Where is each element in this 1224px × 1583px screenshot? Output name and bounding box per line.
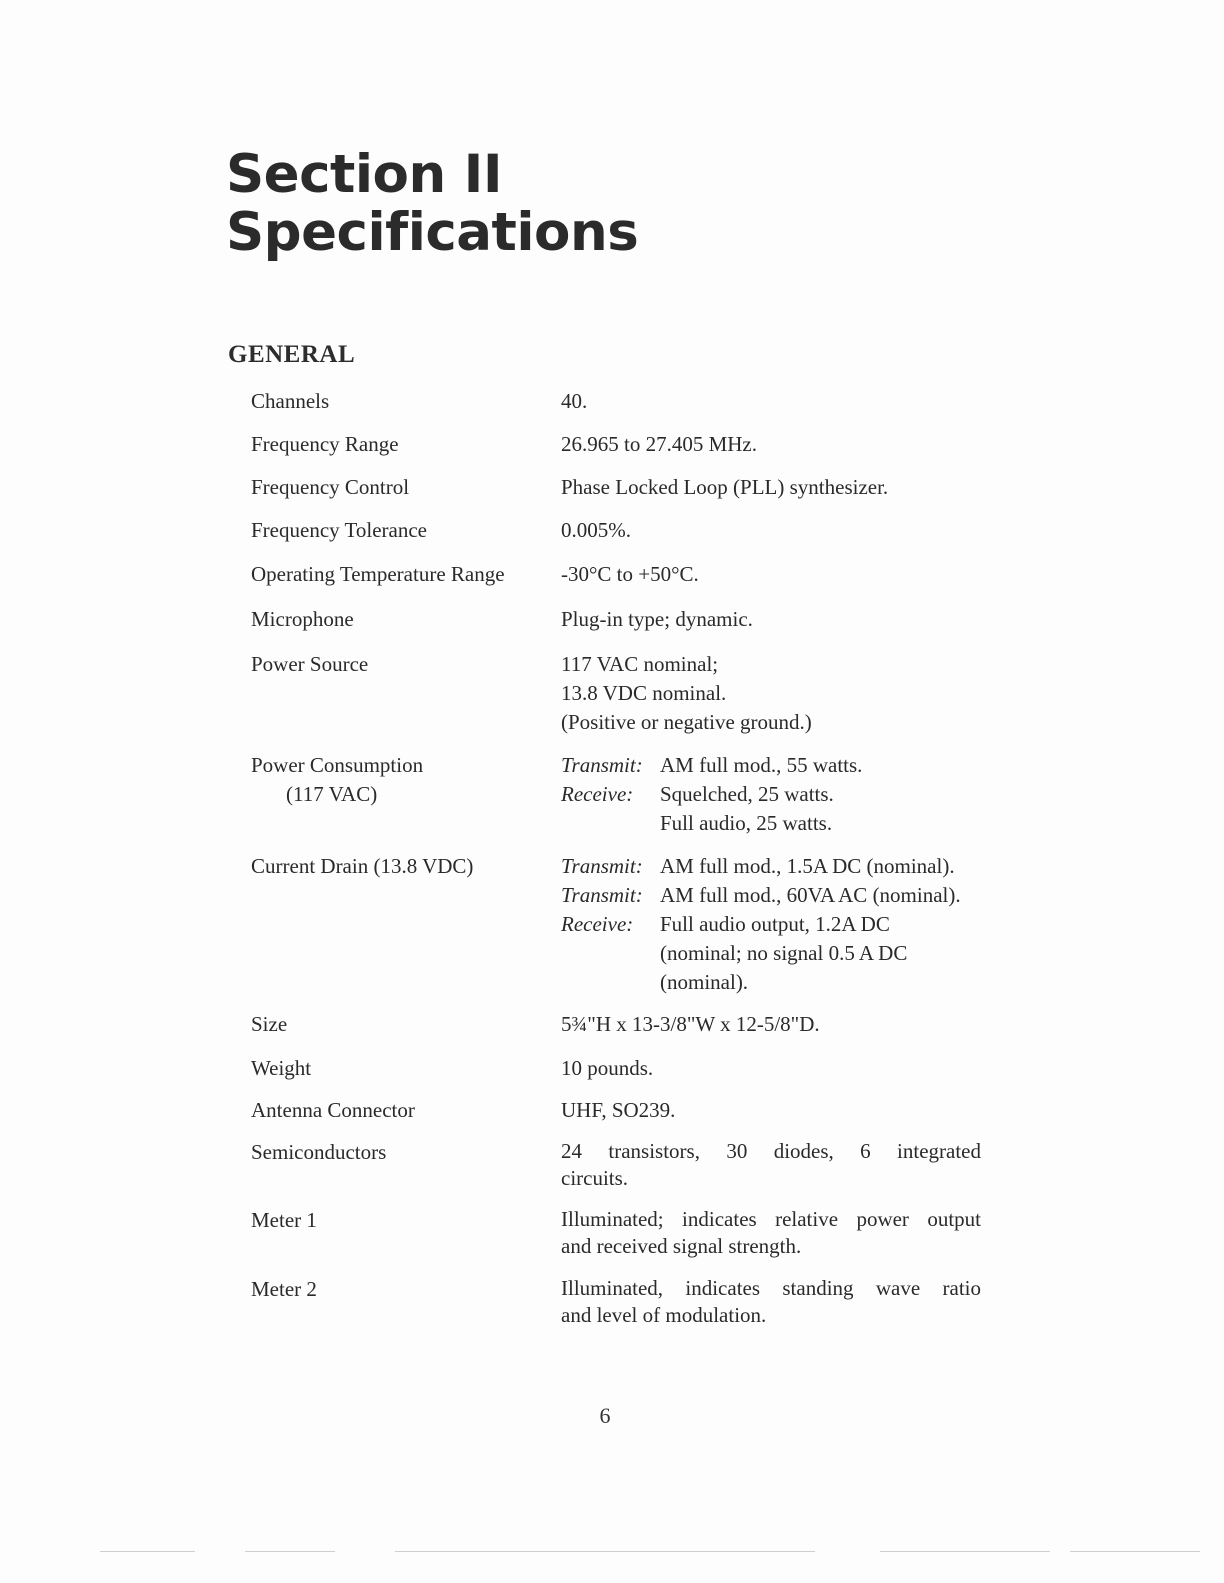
spec-value [561, 1275, 981, 1329]
page-number: 6 [599, 1403, 611, 1428]
receive-mode-value-cont: (nominal). [660, 970, 749, 994]
spec-label [251, 751, 551, 809]
title-line-specifications: Specifications [226, 202, 639, 263]
transmit-mode-label: Transmit: [561, 854, 643, 878]
spec-value [561, 852, 981, 997]
power-source-line: 117 VAC nominal; [561, 652, 719, 676]
spec-value: 26.965 to 27.405 MHz. [561, 432, 757, 456]
spec-label: Frequency Control [251, 475, 410, 499]
spec-label: Meter 2 [251, 1277, 317, 1301]
spec-label: Semiconductors [251, 1140, 387, 1164]
footer-rule [1070, 1551, 1200, 1552]
transmit-mode-value: AM full mod., 60VA AC (nominal). [660, 883, 961, 907]
page-title [226, 146, 638, 262]
spec-value: 40. [561, 389, 588, 413]
spec-label: Frequency Tolerance [251, 518, 427, 542]
transmit-mode-label: Transmit: [561, 883, 643, 907]
spec-value: 10 pounds. [561, 1056, 654, 1080]
spec-label: Current Drain (13.8 VDC) [251, 854, 474, 878]
spec-label: Frequency Range [251, 432, 399, 456]
spec-label: Antenna Connector [251, 1098, 415, 1122]
footer-rule [100, 1551, 195, 1552]
receive-mode-value-cont: Full audio, 25 watts. [660, 811, 833, 835]
spec-label: Microphone [251, 607, 354, 631]
footer-rule [395, 1551, 815, 1552]
title-line-section: Section II [226, 144, 503, 205]
meter1-line: Illuminated; indicates relative power output [561, 1207, 981, 1231]
footer-rule [880, 1551, 1050, 1552]
semiconductors-line: 24 transistors, 30 diodes, 6 integrated [561, 1139, 981, 1163]
spec-value: -30°C to +50°C. [561, 562, 699, 586]
spec-value: 5¾"H x 13-3/8"W x 12-5/8"D. [561, 1012, 820, 1036]
power-source-line: (Positive or negative ground.) [561, 710, 812, 734]
receive-mode-label: Receive: [561, 782, 634, 806]
spec-label-sub: (117 VAC) [286, 782, 378, 806]
spec-value: Plug-in type; dynamic. [561, 607, 753, 631]
spec-label: Channels [251, 389, 330, 413]
spec-value [561, 1138, 981, 1192]
transmit-mode-value: AM full mod., 1.5A DC (nominal). [660, 854, 955, 878]
spec-value [561, 1206, 981, 1260]
transmit-mode-value: AM full mod., 55 watts. [660, 753, 863, 777]
section-heading-general: GENERAL [228, 341, 356, 368]
footer-rule [245, 1551, 335, 1552]
meter2-line: and level of modulation. [561, 1303, 767, 1327]
meter1-line: and received signal strength. [561, 1234, 802, 1258]
spec-value: Phase Locked Loop (PLL) synthesizer. [561, 475, 889, 499]
spec-label: Size [251, 1012, 288, 1036]
receive-mode-value: Squelched, 25 watts. [660, 782, 834, 806]
receive-mode-value: Full audio output, 1.2A DC [660, 912, 890, 936]
power-source-line: 13.8 VDC nominal. [561, 681, 727, 705]
receive-mode-value-cont: (nominal; no signal 0.5 A DC [660, 941, 908, 965]
spec-value: UHF, SO239. [561, 1098, 676, 1122]
transmit-mode-label: Transmit: [561, 753, 643, 777]
spec-label: Meter 1 [251, 1208, 317, 1232]
spec-value [561, 650, 981, 737]
spec-label-main: Power Consumption [251, 753, 424, 777]
receive-mode-label: Receive: [561, 912, 634, 936]
spec-label: Power Source [251, 652, 369, 676]
spec-label: Operating Temperature Range [251, 562, 505, 586]
meter2-line: Illuminated, indicates standing wave ratio [561, 1276, 981, 1300]
spec-value: 0.005%. [561, 518, 631, 542]
spec-value [561, 751, 981, 838]
semiconductors-line: circuits. [561, 1166, 629, 1190]
spec-label: Weight [251, 1056, 312, 1080]
